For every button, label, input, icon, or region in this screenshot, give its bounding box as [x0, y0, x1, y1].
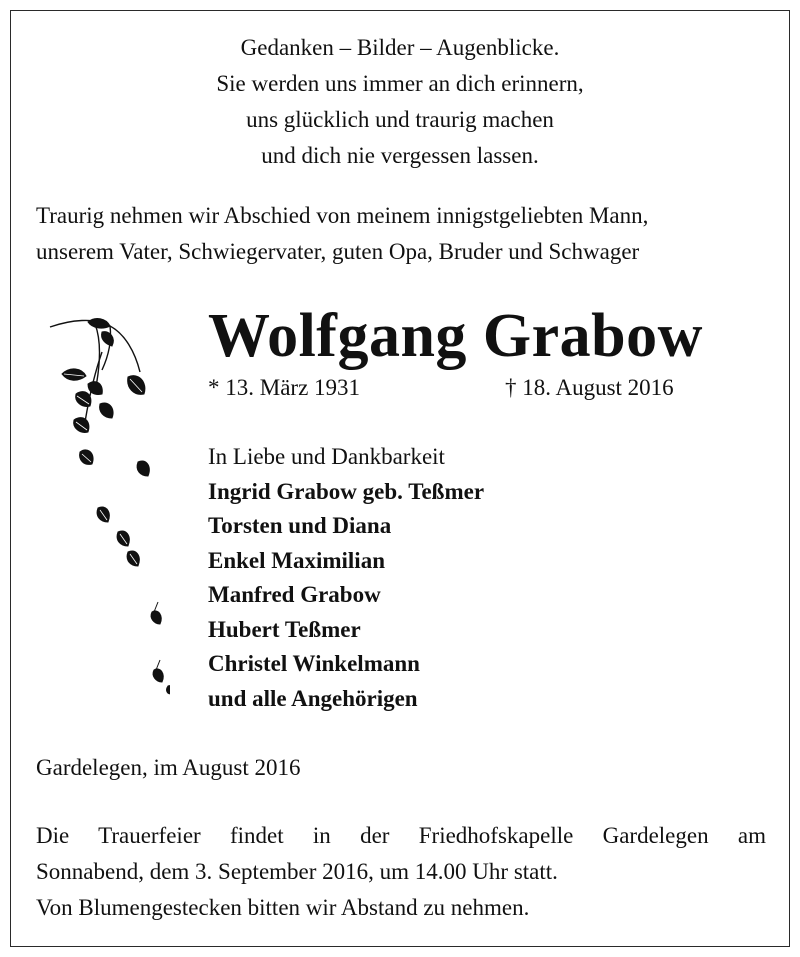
notice-line: Die Trauerfeier findet in der Friedhofskapelle Gardelegen am: [36, 823, 766, 848]
intro-line: unserem Vater, Schwiegervater, guten Opa, Bruder und Schwager: [36, 239, 640, 264]
intro-line: Traurig nehmen wir Abschied von meinem innigstgeliebten Mann,: [36, 203, 649, 228]
poem: [0, 30, 800, 174]
mourner-name: Enkel Maximilian: [208, 547, 385, 573]
place-date: Gardelegen, im August 2016: [36, 755, 301, 780]
notice-line: Sonnabend, dem 3. September 2016, um 14.00 Uhr statt.: [36, 859, 558, 884]
poem-line: Gedanken – Bilder – Augenblicke.: [240, 35, 560, 60]
intro-text: [36, 198, 766, 270]
mourner-name: Hubert Teßmer: [208, 616, 361, 642]
deceased-name: Wolfgang Grabow: [208, 302, 703, 370]
mourner-name: Manfred Grabow: [208, 582, 381, 607]
mourner-name: und alle Angehörigen: [208, 685, 418, 711]
notice-line: Von Blumengestecken bitten wir Abstand zu nehmen.: [36, 895, 530, 920]
falling-birch-leaves-icon: [40, 312, 170, 702]
funeral-notice: [36, 818, 766, 926]
poem-line: uns glücklich und traurig machen: [246, 107, 554, 132]
mourner-name: Ingrid Grabow geb. Teßmer: [208, 478, 485, 504]
mourner-name: Torsten und Diana: [208, 513, 392, 538]
mourners-list: [208, 440, 484, 716]
poem-line: und dich nie vergessen lassen.: [261, 143, 539, 168]
poem-line: Sie werden uns immer an dich erinnern,: [216, 71, 584, 96]
mourner-name: Christel Winkelmann: [208, 651, 420, 676]
mourners-heading: In Liebe und Dankbarkeit: [208, 444, 445, 469]
death-date: † 18. August 2016: [505, 375, 674, 400]
birth-date: * 13. März 1931: [208, 375, 361, 400]
